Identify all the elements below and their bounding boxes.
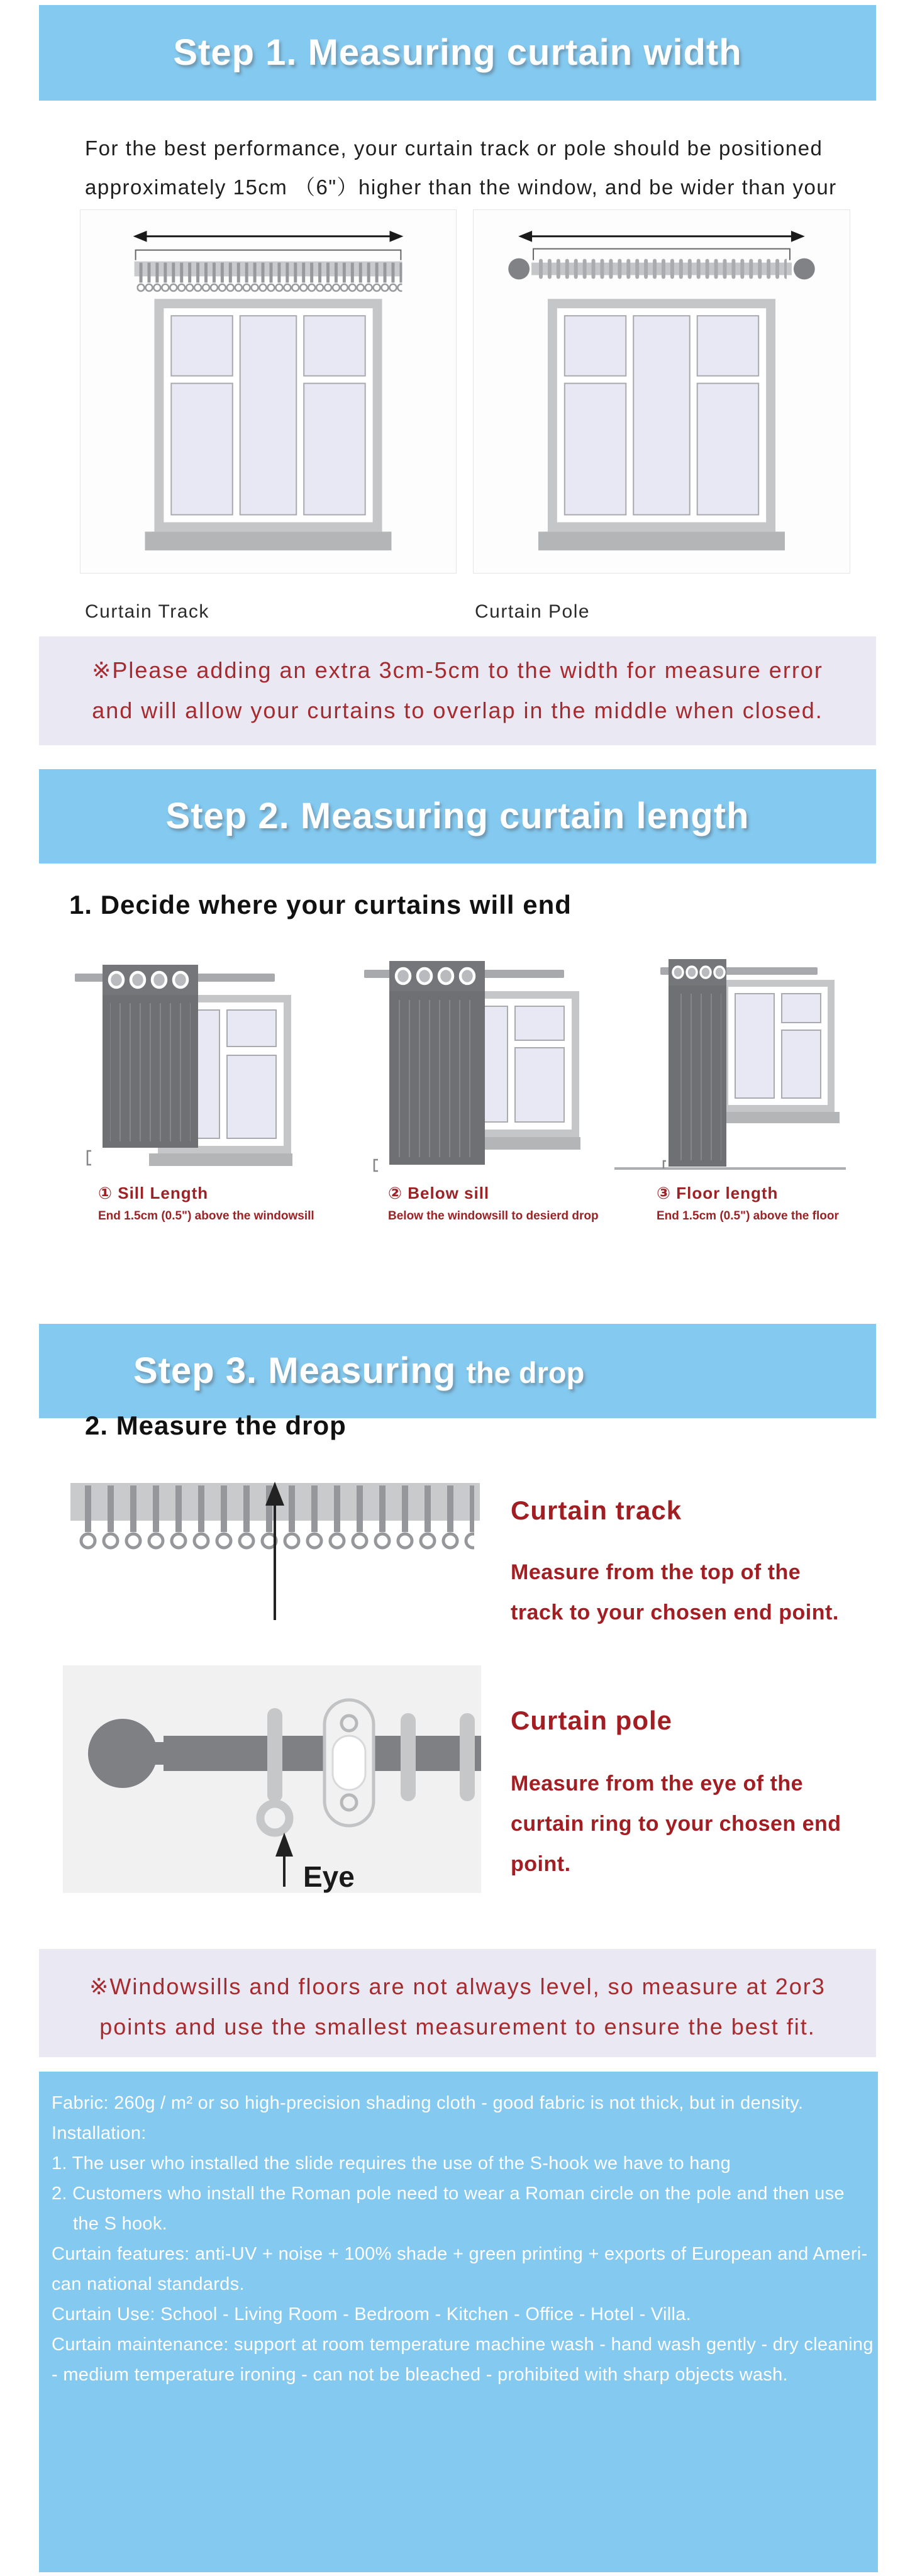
step2-title: Step 2. Measuring curtain length xyxy=(165,796,750,836)
pole-title: Curtain pole xyxy=(511,1706,673,1735)
intro-line: approximately 15cm （6"）higher than the window, and be wider than your xyxy=(85,175,837,199)
detail-line: the S hook. xyxy=(73,2214,168,2234)
note-line: and will allow your curtains to overlap in the middle when closed. xyxy=(92,697,823,723)
fig-sill-length-caption xyxy=(98,1184,314,1223)
track-icon xyxy=(70,1465,480,1623)
step2-header-band xyxy=(39,769,876,863)
window-icon xyxy=(145,299,392,550)
track-desc-line: Measure from the top of the xyxy=(511,1560,801,1584)
curtain-pole-diagram xyxy=(473,209,850,574)
eye-label: Eye xyxy=(303,1860,355,1893)
note-line: ※Windowsills and floors are not always level, so measure at 2or3 xyxy=(89,1974,826,1999)
detail-line: - medium temperature ironing - can not be bleached - prohibited with sharp objects wash. xyxy=(52,2365,788,2385)
fig-sill-length xyxy=(72,943,293,1173)
floor-length-illustration xyxy=(613,943,849,1173)
drop-note-box xyxy=(39,1949,876,2057)
intro-line: For the best performance, your curtain track or pole should be positioned xyxy=(85,136,823,160)
window-with-pole-illustration xyxy=(474,210,850,573)
curtain-track-illustration xyxy=(70,1465,480,1623)
below-sill-illustration xyxy=(362,943,582,1173)
detail-line: 1. The user who installed the slide requires the use of the S-hook we have to hang xyxy=(52,2153,731,2174)
step3-title: Step 3. Measuring xyxy=(133,1350,457,1391)
detail-line: Installation: xyxy=(52,2123,147,2143)
step3-header-band xyxy=(39,1324,876,1418)
fig-label: ③ Floor length xyxy=(657,1184,779,1202)
curtain-pole-text xyxy=(511,1706,841,1884)
width-note-box xyxy=(39,636,876,745)
detail-line: 2. Customers who install the Roman pole need to wear a Roman circle on the pole and then use xyxy=(52,2184,845,2204)
step1-title: Step 1. Measuring curtain width xyxy=(173,32,742,73)
fig-desc: End 1.5cm (0.5") above the windowsill xyxy=(98,1209,314,1223)
fig-floor-length-caption xyxy=(657,1184,839,1223)
pole-desc-line: point. xyxy=(511,1852,571,1876)
fig-desc: Below the windowsill to desierd drop xyxy=(388,1209,599,1223)
pole-desc-line: Measure from the eye of the xyxy=(511,1772,804,1796)
product-details-box xyxy=(39,2072,878,2572)
window-with-track-illustration xyxy=(80,210,456,573)
step1-intro xyxy=(85,129,865,207)
note-line: points and use the smallest measurement to ensure the best fit. xyxy=(99,2014,816,2040)
step3-subheading: 2. Measure the drop xyxy=(85,1411,347,1440)
fig-label: ② Below sill xyxy=(388,1184,490,1202)
window-icon xyxy=(538,299,785,550)
fig-below-sill xyxy=(362,943,582,1173)
note-line: ※Please adding an extra 3cm-5cm to the width for measure error xyxy=(92,657,823,683)
pole-desc-line: curtain ring to your chosen end xyxy=(511,1812,841,1836)
track-desc-line: track to your chosen end point. xyxy=(511,1601,839,1624)
fig-label: ① Sill Length xyxy=(98,1184,209,1202)
fig-floor-length xyxy=(613,943,849,1173)
step1-header-band xyxy=(39,5,876,101)
detail-line: Curtain Use: School - Living Room - Bedroom - Kitchen - Office - Hotel - Villa. xyxy=(52,2304,692,2324)
pole-icon xyxy=(63,1665,481,1893)
fig-below-sill-caption xyxy=(388,1184,599,1223)
caption-title: Curtain Pole xyxy=(475,601,591,622)
fig-desc: End 1.5cm (0.5") above the floor xyxy=(657,1209,839,1223)
detail-line: Curtain features: anti-UV + noise + 100% shade + green printing + exports of European and Ameri- xyxy=(52,2244,868,2264)
detail-line: Curtain maintenance: support at room temperature machine wash - hand wash gently - dry cleaning xyxy=(52,2334,874,2355)
detail-line: Fabric: 260g / m² or so high-precision shading cloth - good fabric is not thick, but in density. xyxy=(52,2093,804,2113)
step3-title-tail: the drop xyxy=(466,1356,585,1389)
track-title: Curtain track xyxy=(511,1496,682,1525)
caption-title: Curtain Track xyxy=(85,601,209,622)
step2-subheading: 1. Decide where your curtains will end xyxy=(69,890,572,919)
sill-length-illustration xyxy=(72,943,293,1173)
curtain-track-diagram xyxy=(80,209,457,574)
detail-line: can national standards. xyxy=(52,2274,245,2294)
curtain-track-text xyxy=(511,1496,839,1633)
curtain-pole-illustration xyxy=(63,1665,481,1893)
